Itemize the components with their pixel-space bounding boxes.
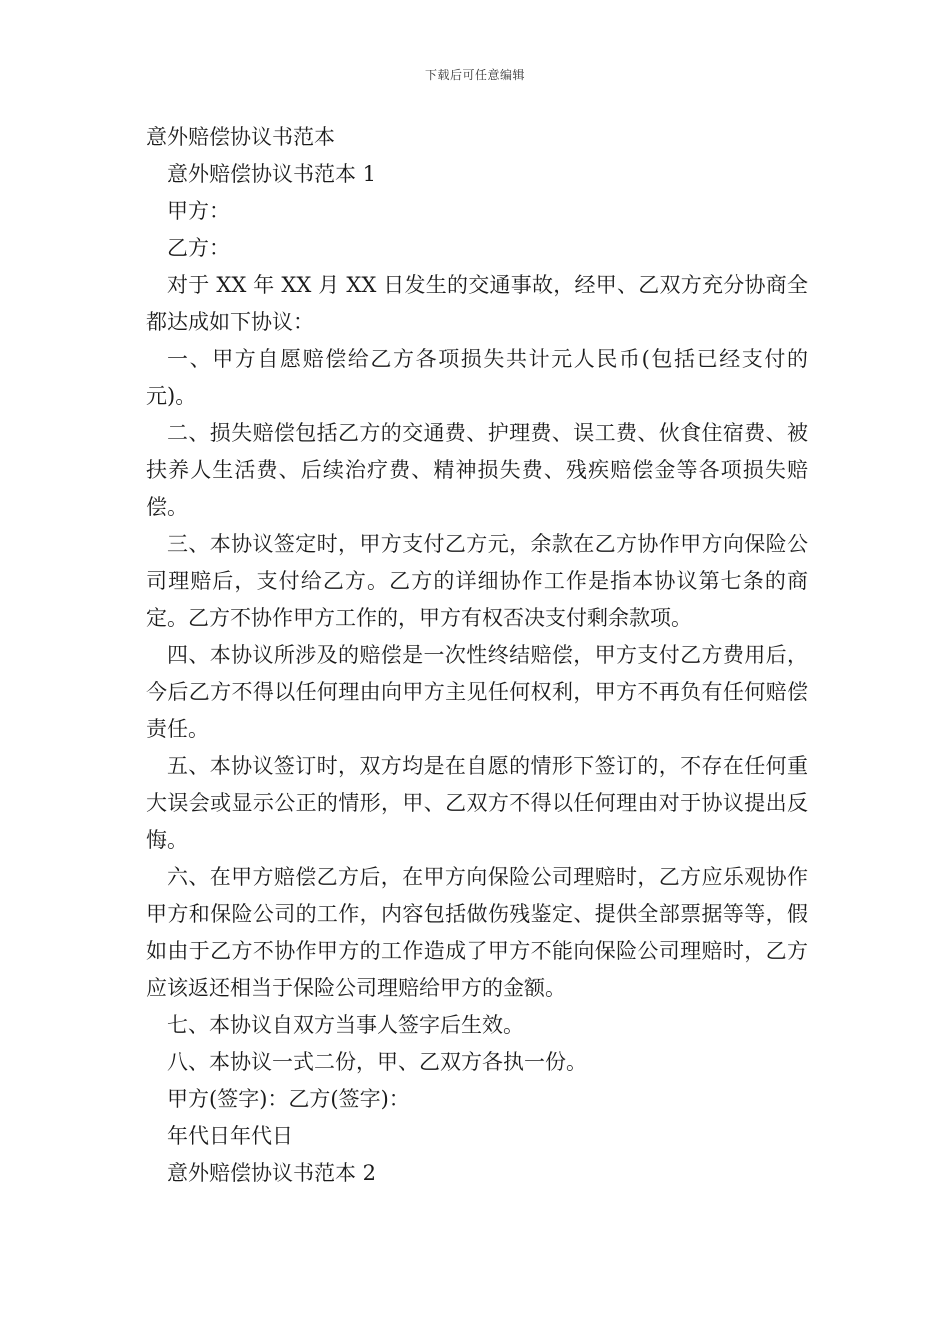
party-a-line: 甲方： — [167, 199, 230, 223]
signature-line: 甲方(签字)：乙方(签字)： — [167, 1087, 410, 1111]
clause-2: 二、损失赔偿包括乙方的交通费、护理费、误工费、伙食住宿费、被扶养人生活费、后续治疗费、精神损失费、残疾赔偿金等各项损失赔偿。 — [146, 421, 808, 519]
party-b-line: 乙方： — [167, 236, 230, 260]
clause-1: 一、甲方自愿赔偿给乙方各项损失共计元人民币(包括已经支付的元)。 — [146, 347, 808, 408]
document-body — [146, 119, 808, 1192]
clause-6: 六、在甲方赔偿乙方后，在甲方向保险公司理赔时，乙方应乐观协作甲方和保险公司的工作，内容包括做伤残鉴定、提供全部票据等等，假如由于乙方不协作甲方的工作造成了甲方不能向保险公司理赔时，乙方应该返还相当于保险公司理赔给甲方的金额。 — [146, 865, 808, 1000]
document-title: 意外赔偿协议书范本 — [146, 125, 335, 149]
clause-8: 八、本协议一式二份，甲、乙双方各执一份。 — [167, 1050, 587, 1074]
clause-3: 三、本协议签定时，甲方支付乙方元，余款在乙方协作甲方向保险公司理赔后，支付给乙方。乙方的详细协作工作是指本协议第七条的商定。乙方不协作甲方工作的，甲方有权否决支付剩余款项。 — [146, 532, 808, 630]
section-heading-2: 意外赔偿协议书范本 2 — [167, 1161, 377, 1185]
intro-paragraph: 对于 XX 年 XX 月 XX 日发生的交通事故，经甲、乙双方充分协商全都达成如下协议： — [146, 273, 808, 334]
clause-4: 四、本协议所涉及的赔偿是一次性终结赔偿，甲方支付乙方费用后，今后乙方不得以任何理由向甲方主见任何权利，甲方不再负有任何赔偿责任。 — [146, 643, 808, 741]
section-heading-1: 意外赔偿协议书范本 1 — [167, 162, 377, 186]
clause-5: 五、本协议签订时，双方均是在自愿的情形下签订的，不存在任何重大误会或显示公正的情形，甲、乙双方不得以任何理由对于协议提出反悔。 — [146, 754, 808, 852]
clause-7: 七、本协议自双方当事人签字后生效。 — [167, 1013, 524, 1037]
date-line: 年代日年代日 — [167, 1124, 293, 1148]
header-note: 下载后可任意编辑 — [424, 68, 525, 82]
